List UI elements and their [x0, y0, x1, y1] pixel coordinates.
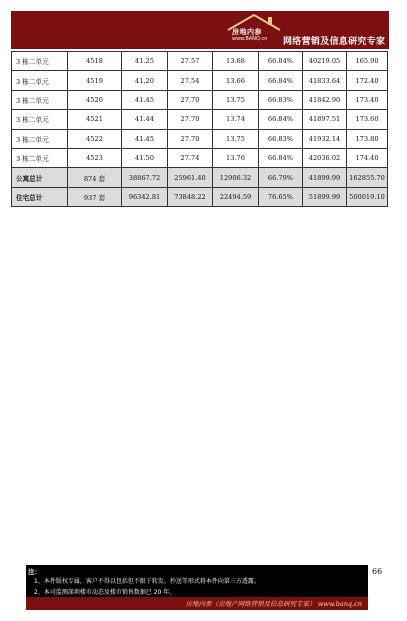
table-cell: 3 栋二单元	[12, 148, 68, 167]
table-cell: 3 栋二单元	[12, 52, 68, 71]
table-cell: 162855.70	[347, 168, 388, 187]
table-cell: 76.65%	[259, 187, 303, 206]
table-cell: 38867.72	[122, 168, 168, 187]
table-cell: 172.40	[347, 71, 388, 90]
table-cell: 3 栋二单元	[12, 110, 68, 129]
table-cell: 3 栋二单元	[12, 129, 68, 148]
table-cell: 22494.59	[213, 187, 259, 206]
total-row	[12, 168, 388, 187]
total-row	[12, 187, 388, 206]
table-cell: 66.83%	[259, 129, 303, 148]
footer-bar	[26, 597, 368, 610]
table-cell: 173.40	[347, 90, 388, 109]
footer-notes	[26, 565, 368, 610]
table-cell: 4523	[68, 148, 122, 167]
table-cell: 4521	[68, 110, 122, 129]
brand-slogan: 网络营销及信息研究专家	[283, 37, 386, 47]
table-cell: 73848.22	[168, 187, 213, 206]
note-line-1: 1、本件版权专属，客户不得以包括但不限于转发、抄送等形式将本件向第三方透露。	[34, 578, 260, 585]
note-title: 注：	[28, 568, 41, 576]
table-cell: 41.50	[122, 148, 168, 167]
table-cell: 41932.14	[303, 129, 347, 148]
table-cell: 13.75	[213, 129, 259, 148]
table-cell: 4522	[68, 129, 122, 148]
table-cell: 住宅总计	[12, 187, 68, 206]
table-cell: 51899.99	[303, 187, 347, 206]
table-cell: 66.79%	[259, 168, 303, 187]
table-cell: 27.70	[168, 90, 213, 109]
table-row	[12, 110, 388, 129]
logo-name: 房地内参	[232, 27, 262, 36]
table-cell: 66.83%	[259, 90, 303, 109]
note-line-2: 2、本司监测深圳楼市动态及楼市销售数据已 20 年。	[34, 589, 176, 596]
table-cell: 41833.64	[303, 71, 347, 90]
table-cell: 13.76	[213, 148, 259, 167]
table-cell: 500019.10	[347, 187, 388, 206]
table-cell: 13.74	[213, 110, 259, 129]
table-cell: 3 栋二单元	[12, 71, 68, 90]
table-cell: 41.44	[122, 110, 168, 129]
table-cell: 27.70	[168, 110, 213, 129]
table-cell: 27.54	[168, 71, 213, 90]
table-cell: 173.80	[347, 129, 388, 148]
table-cell: 66.84%	[259, 148, 303, 167]
table-cell: 13.75	[213, 90, 259, 109]
footer-bar-text: 房地内参（房地产网络营销及信息研究专家） www.banq.cn	[185, 600, 362, 608]
table-cell: 66.84%	[259, 52, 303, 71]
table-cell: 41899.99	[303, 168, 347, 187]
table-row	[12, 71, 388, 90]
table-cell: 42036.02	[303, 148, 347, 167]
table-cell: 27.74	[168, 148, 213, 167]
table-cell: 4519	[68, 71, 122, 90]
logo-url: www.BANQ.cn	[232, 36, 268, 42]
table-cell: 27.57	[168, 52, 213, 71]
table-cell: 41842.90	[303, 90, 347, 109]
table-cell: 13.68	[213, 52, 259, 71]
table-cell: 174.40	[347, 148, 388, 167]
table-cell: 4518	[68, 52, 122, 71]
table-cell: 96342.81	[122, 187, 168, 206]
table-cell: 25961.40	[168, 168, 213, 187]
table-cell: 165.90	[347, 52, 388, 71]
table-cell: 41.20	[122, 71, 168, 90]
table-cell: 3 栋二单元	[12, 90, 68, 109]
table-row	[12, 129, 388, 148]
table-cell: 40219.05	[303, 52, 347, 71]
table-cell: 66.84%	[259, 110, 303, 129]
table-row	[12, 90, 388, 109]
data-table	[11, 51, 388, 207]
table-cell: 4520	[68, 90, 122, 109]
table-cell: 12906.32	[213, 168, 259, 187]
table-cell: 13.66	[213, 71, 259, 90]
table-cell: 41.45	[122, 90, 168, 109]
table-cell: 41.45	[122, 129, 168, 148]
table-cell: 66.84%	[259, 71, 303, 90]
table-cell: 公寓总计	[12, 168, 68, 187]
table-cell: 874 套	[68, 168, 122, 187]
table-cell: 41.25	[122, 52, 168, 71]
table-row	[12, 148, 388, 167]
table-row	[12, 52, 388, 71]
page-number: 66	[372, 567, 383, 576]
table-cell: 937 套	[68, 187, 122, 206]
table-cell: 173.60	[347, 110, 388, 129]
table-cell: 27.70	[168, 129, 213, 148]
table-cell: 41897.51	[303, 110, 347, 129]
